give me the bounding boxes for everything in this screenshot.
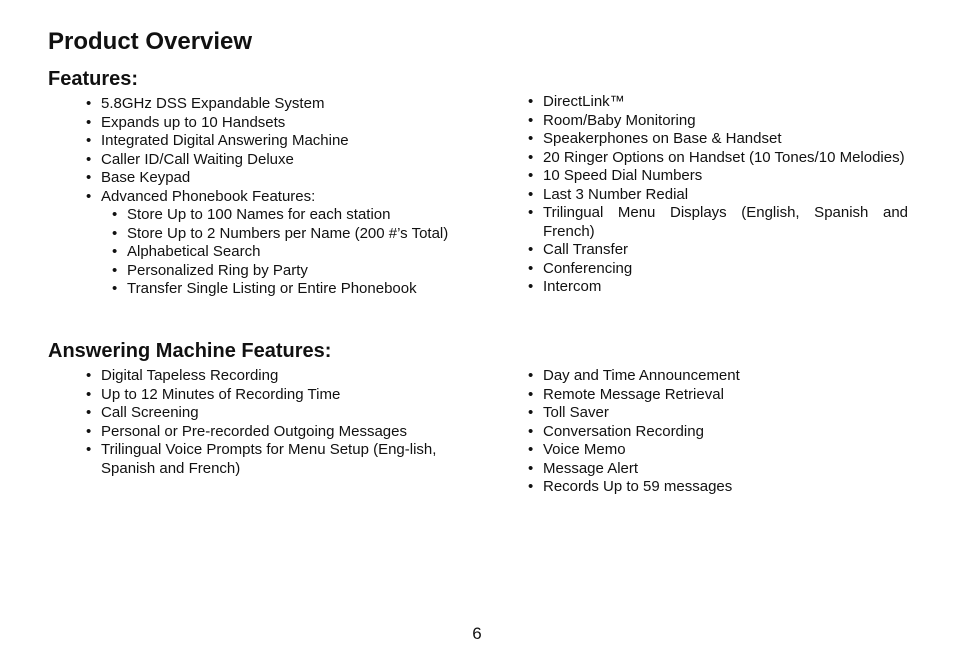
list-item: • Speakerphones on Base & Handset (528, 130, 908, 149)
list-item: • Message Alert (528, 460, 908, 479)
list-item: • Call Screening (86, 404, 456, 423)
list-item: • Up to 12 Minutes of Recording Time (86, 386, 456, 405)
list-item: • Store Up to 2 Numbers per Name (200 #’s Total) (112, 225, 468, 244)
list-item: • Personal or Pre-recorded Outgoing Messages (86, 423, 456, 442)
list-item: • Toll Saver (528, 404, 908, 423)
page-title: Product Overview (48, 28, 253, 55)
list-item: • Transfer Single Listing or Entire Phonebook (112, 280, 468, 299)
list-item: • Integrated Digital Answering Machine (86, 132, 468, 151)
list-item: • Voice Memo (528, 441, 908, 460)
list-item: • DirectLink™ (528, 93, 908, 112)
page-number: 6 (472, 624, 482, 643)
list-item: • 5.8GHz DSS Expandable System (86, 95, 468, 114)
list-item: • Conversation Recording (528, 423, 908, 442)
list-item: • Remote Message Retrieval (528, 386, 908, 405)
list-item: • Last 3 Number Redial (528, 186, 908, 205)
features-right-list (528, 93, 908, 297)
list-item: • Digital Tapeless Recording (86, 367, 456, 386)
list-item: • Call Transfer (528, 241, 908, 260)
list-item: • Alphabetical Search (112, 243, 468, 262)
list-item: • Expands up to 10 Handsets (86, 114, 468, 133)
list-item: • Records Up to 59 messages (528, 478, 908, 497)
features-left-list (86, 95, 468, 299)
list-item: • 10 Speed Dial Numbers (528, 167, 908, 186)
list-item: • Trilingual Voice Prompts for Menu Setup (Eng-lish, Spanish and French) (86, 441, 456, 478)
list-item: • Trilingual Menu Displays (English, Spanish and French) (528, 204, 908, 241)
features-heading: Features: (48, 68, 139, 90)
list-item: • Base Keypad (86, 169, 468, 188)
list-item: • 20 Ringer Options on Handset (10 Tones/10 Melodies) (528, 149, 908, 168)
list-item: • Intercom (528, 278, 908, 297)
list-item: • Personalized Ring by Party (112, 262, 468, 281)
list-item: • Caller ID/Call Waiting Deluxe (86, 151, 468, 170)
list-item: • Advanced Phonebook Features: (86, 188, 468, 207)
list-item: • Conferencing (528, 260, 908, 279)
list-item: • Store Up to 100 Names for each station (112, 206, 468, 225)
answering-right-list (528, 367, 908, 497)
answering-left-list (86, 367, 456, 478)
answering-heading: Answering Machine Features: (48, 340, 332, 362)
list-item: • Day and Time Announcement (528, 367, 908, 386)
list-item: • Room/Baby Monitoring (528, 112, 908, 131)
